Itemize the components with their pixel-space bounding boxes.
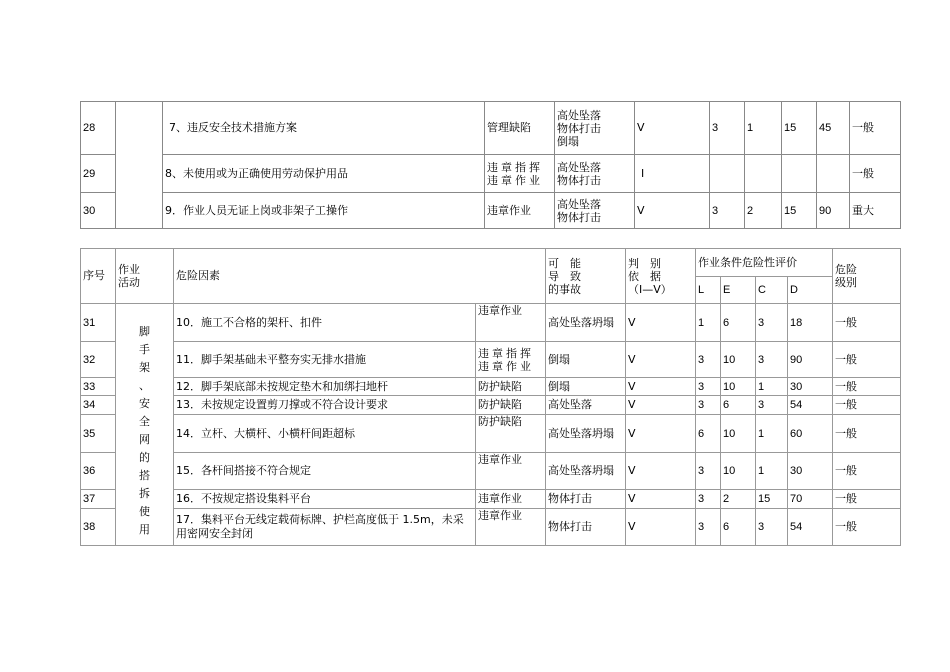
table-row bbox=[81, 509, 901, 546]
table-row bbox=[81, 378, 901, 396]
header-l: L bbox=[696, 277, 721, 304]
d-cell: 54 bbox=[788, 396, 833, 415]
c-cell: 15 bbox=[782, 102, 817, 155]
d-cell: 54 bbox=[788, 509, 833, 546]
l-cell: 3 bbox=[696, 342, 721, 378]
hazard-cell: 14．立杆、大横杆、小横杆间距超标 bbox=[174, 415, 476, 453]
l-cell: 3 bbox=[696, 453, 721, 490]
level-cell: 一般 bbox=[833, 415, 901, 453]
e-cell: 2 bbox=[721, 490, 756, 509]
table-row bbox=[81, 453, 901, 490]
cause-cell: 违章作业 bbox=[476, 490, 546, 509]
hazard-cell: 10．施工不合格的架杆、扣件 bbox=[174, 304, 476, 342]
e-cell: 1 bbox=[745, 102, 782, 155]
table-row bbox=[81, 155, 901, 193]
header-eval: 作业条件危险性评价 bbox=[696, 249, 833, 277]
table-row bbox=[81, 304, 901, 342]
activity-cell bbox=[116, 304, 174, 546]
cause-cell: 防护缺陷 bbox=[476, 415, 546, 453]
judge-text: 违章指挥违章作业 bbox=[487, 160, 543, 187]
accident-cell: 倒塌 bbox=[546, 342, 626, 378]
hazard-cell: 11．脚手架基础未平整夯实无排水措施 bbox=[174, 342, 476, 378]
cause-cell: 违章作业 bbox=[476, 453, 546, 490]
header-accident-text: 可 能 导 致 的事故 bbox=[548, 256, 581, 296]
c-cell: 1 bbox=[756, 378, 788, 396]
basis-cell: V bbox=[626, 342, 696, 378]
l-cell: 3 bbox=[710, 193, 745, 229]
c-cell bbox=[782, 155, 817, 193]
table-row bbox=[81, 490, 901, 509]
accident-cell: 高处坠落坍塌 bbox=[546, 453, 626, 490]
cause-cell: 违章作业 bbox=[476, 509, 546, 546]
l-cell: 6 bbox=[696, 415, 721, 453]
e-cell: 10 bbox=[721, 453, 756, 490]
basis-cell: V bbox=[626, 304, 696, 342]
cause-cell: 防护缺陷 bbox=[476, 378, 546, 396]
header-no: 序号 bbox=[81, 249, 116, 304]
c-cell: 3 bbox=[756, 509, 788, 546]
cause-text: 违章指挥违章作业 bbox=[478, 346, 534, 373]
header-level bbox=[833, 249, 901, 304]
basis-cell: V bbox=[626, 509, 696, 546]
d-cell: 30 bbox=[788, 453, 833, 490]
row-number: 30 bbox=[81, 193, 116, 229]
hazard-cell: 13．未按规定设置剪刀撑或不符合设计要求 bbox=[174, 396, 476, 415]
accident-text: 高处坠落 物体打击 bbox=[557, 160, 601, 187]
e-cell: 10 bbox=[721, 378, 756, 396]
level-cell: 一般 bbox=[850, 155, 901, 193]
table-row bbox=[81, 193, 901, 229]
row-number: 33 bbox=[81, 378, 116, 396]
row-number: 28 bbox=[81, 102, 116, 155]
d-cell: 90 bbox=[817, 193, 850, 229]
activity-text: 脚 手 架 、 安 全 网 的 搭 拆 使 用 bbox=[139, 324, 150, 536]
header-basis bbox=[626, 249, 696, 304]
c-cell: 3 bbox=[756, 304, 788, 342]
basis-cell: V bbox=[626, 453, 696, 490]
accident-text: 高处坠落 物体打击 bbox=[557, 197, 601, 224]
d-cell: 60 bbox=[788, 415, 833, 453]
l-cell bbox=[710, 155, 745, 193]
level-cell: 一般 bbox=[833, 342, 901, 378]
row-number: 29 bbox=[81, 155, 116, 193]
level-cell: 一般 bbox=[833, 378, 901, 396]
table-row bbox=[81, 342, 901, 378]
scaffold-hazard-table bbox=[80, 248, 901, 546]
top-hazard-table bbox=[80, 101, 901, 229]
hazard-cell: 8、未使用或为正确使用劳动保护用品 bbox=[163, 155, 485, 193]
l-cell: 1 bbox=[696, 304, 721, 342]
l-cell: 3 bbox=[710, 102, 745, 155]
row-number: 34 bbox=[81, 396, 116, 415]
header-level-text: 危险 级别 bbox=[835, 263, 857, 289]
e-cell: 10 bbox=[721, 342, 756, 378]
c-cell: 15 bbox=[782, 193, 817, 229]
accident-cell: 高处坠落坍塌 bbox=[546, 304, 626, 342]
hazard-cell: 16．不按规定搭设集料平台 bbox=[174, 490, 476, 509]
row-number: 32 bbox=[81, 342, 116, 378]
judge-cell bbox=[485, 155, 555, 193]
row-number: 35 bbox=[81, 415, 116, 453]
judge-cell: 管理缺陷 bbox=[485, 102, 555, 155]
e-cell: 2 bbox=[745, 193, 782, 229]
c-cell: 3 bbox=[756, 396, 788, 415]
level-cell: 一般 bbox=[833, 509, 901, 546]
level-cell: 一般 bbox=[833, 490, 901, 509]
judge-cell: 违章作业 bbox=[485, 193, 555, 229]
d-cell: 30 bbox=[788, 378, 833, 396]
level-cell: 一般 bbox=[833, 453, 901, 490]
accident-cell: 物体打击 bbox=[546, 490, 626, 509]
l-cell: 3 bbox=[696, 378, 721, 396]
row-number: 37 bbox=[81, 490, 116, 509]
c-cell: 15 bbox=[756, 490, 788, 509]
basis-cell: V bbox=[626, 396, 696, 415]
l-cell: 3 bbox=[696, 490, 721, 509]
l-cell: 3 bbox=[696, 509, 721, 546]
hazard-cell: 9．作业人员无证上岗或非架子工操作 bbox=[163, 193, 485, 229]
accident-cell: 高处坠落 bbox=[546, 396, 626, 415]
header-c: C bbox=[756, 277, 788, 304]
d-cell: 18 bbox=[788, 304, 833, 342]
e-cell: 6 bbox=[721, 509, 756, 546]
header-hazard: 危险因素 bbox=[174, 249, 546, 304]
e-cell: 6 bbox=[721, 304, 756, 342]
table-row bbox=[81, 415, 901, 453]
accident-cell: 倒塌 bbox=[546, 378, 626, 396]
row-number: 31 bbox=[81, 304, 116, 342]
header-activity-text: 作业 活动 bbox=[118, 263, 140, 289]
row-number: 38 bbox=[81, 509, 116, 546]
level-cell: 一般 bbox=[850, 102, 901, 155]
basis-cell: V bbox=[626, 490, 696, 509]
accident-cell: 高处坠落坍塌 bbox=[546, 415, 626, 453]
cause-cell bbox=[476, 342, 546, 378]
header-accident bbox=[546, 249, 626, 304]
c-cell: 1 bbox=[756, 453, 788, 490]
accident-cell bbox=[555, 102, 635, 155]
level-cell: 一般 bbox=[833, 396, 901, 415]
cause-cell: 防护缺陷 bbox=[476, 396, 546, 415]
activity-cell bbox=[116, 102, 163, 229]
cause-cell: 违章作业 bbox=[476, 304, 546, 342]
e-cell: 6 bbox=[721, 396, 756, 415]
header-row bbox=[81, 249, 901, 277]
table-row bbox=[81, 102, 901, 155]
table-row bbox=[81, 396, 901, 415]
l-cell: 3 bbox=[696, 396, 721, 415]
d-cell: 45 bbox=[817, 102, 850, 155]
basis-cell: V bbox=[626, 378, 696, 396]
header-activity bbox=[116, 249, 174, 304]
e-cell bbox=[745, 155, 782, 193]
accident-text: 高处坠落 物体打击 倒塌 bbox=[557, 108, 601, 148]
d-cell bbox=[817, 155, 850, 193]
hazard-cell: 17．集料平台无线定载荷标牌、护栏高度低于 1.5m，未采用密网安全封闭 bbox=[174, 509, 476, 546]
hazard-cell: 15．各杆间搭接不符合规定 bbox=[174, 453, 476, 490]
e-cell: 10 bbox=[721, 415, 756, 453]
header-d: D bbox=[788, 277, 833, 304]
hazard-cell: 7、违反安全技术措施方案 bbox=[163, 102, 485, 155]
accident-cell bbox=[555, 193, 635, 229]
row-number: 36 bbox=[81, 453, 116, 490]
hazard-cell: 12．脚手架底部未按规定垫木和加绑扫地杆 bbox=[174, 378, 476, 396]
accident-cell bbox=[555, 155, 635, 193]
c-cell: 3 bbox=[756, 342, 788, 378]
basis-cell: V bbox=[635, 193, 710, 229]
header-basis-text: 判 别 依 据 （Ⅰ—Ⅴ） bbox=[628, 256, 672, 296]
basis-cell: Ⅰ bbox=[635, 155, 710, 193]
header-e: E bbox=[721, 277, 756, 304]
level-cell: 重大 bbox=[850, 193, 901, 229]
d-cell: 90 bbox=[788, 342, 833, 378]
level-cell: 一般 bbox=[833, 304, 901, 342]
c-cell: 1 bbox=[756, 415, 788, 453]
basis-cell: V bbox=[626, 415, 696, 453]
accident-cell: 物体打击 bbox=[546, 509, 626, 546]
basis-cell: V bbox=[635, 102, 710, 155]
d-cell: 70 bbox=[788, 490, 833, 509]
